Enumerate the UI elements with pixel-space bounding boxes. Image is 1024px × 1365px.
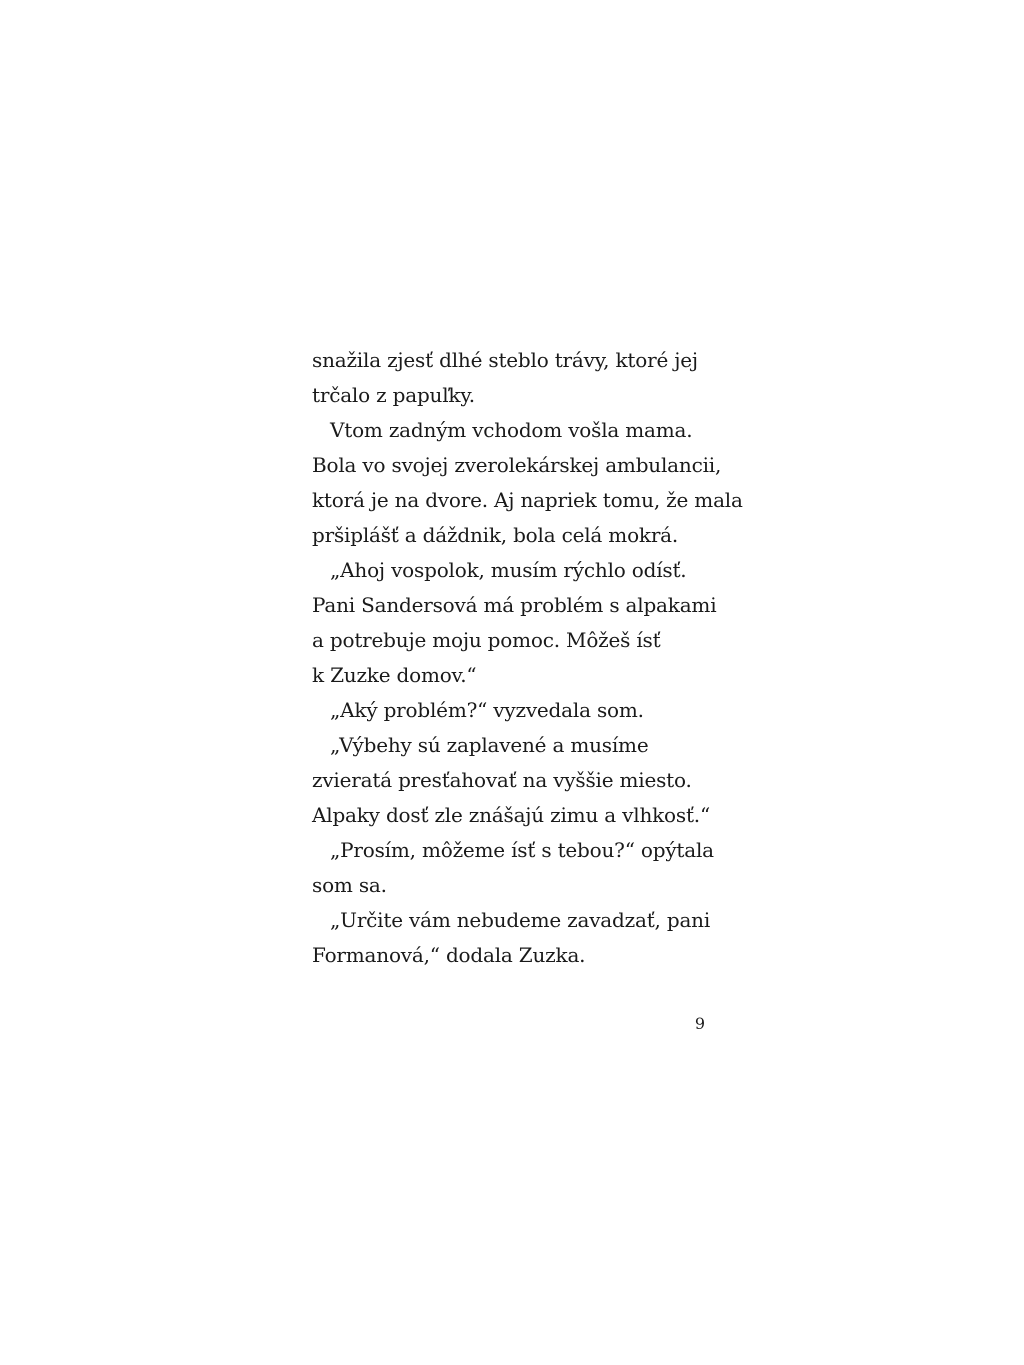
text-line: Alpaky dosť zle znášajú zimu a vlhkosť.“ xyxy=(312,803,710,827)
text-line: som sa. xyxy=(312,873,387,897)
text-line: trčalo z papuľky. xyxy=(312,383,475,407)
text-line: ktorá je na dvore. Aj napriek tomu, že mala xyxy=(312,488,743,512)
text-line: k Zuzke domov.“ xyxy=(312,663,477,687)
text-line: Bola vo svojej zverolekárskej ambulancii, xyxy=(312,453,722,477)
text-line: „Aký problém?“ vyzvedala som. xyxy=(330,698,644,722)
text-line: snažila zjesť dlhé steblo trávy, ktoré jej xyxy=(312,348,698,372)
page-number: 9 xyxy=(694,1014,706,1033)
text-line: pršiplášť a dáždnik, bola celá mokrá. xyxy=(312,523,679,547)
text-line: „Prosím, môžeme ísť s tebou?“ opýtala xyxy=(330,838,714,862)
text-line: „Určite vám nebudeme zavadzať, pani xyxy=(330,908,711,932)
body-text xyxy=(312,343,743,973)
text-line: Vtom zadným vchodom vošla mama. xyxy=(330,418,693,442)
text-line: Pani Sandersová má problém s alpakami xyxy=(312,593,717,617)
text-line: zvieratá presťahovať na vyššie miesto. xyxy=(312,768,692,792)
text-line: „Ahoj vospolok, musím rýchlo odísť. xyxy=(330,558,687,582)
text-line: „Výbehy sú zaplavené a musíme xyxy=(330,733,649,757)
text-line: a potrebuje moju pomoc. Môžeš ísť xyxy=(312,628,661,652)
text-line: Formanová,“ dodala Zuzka. xyxy=(312,943,586,967)
